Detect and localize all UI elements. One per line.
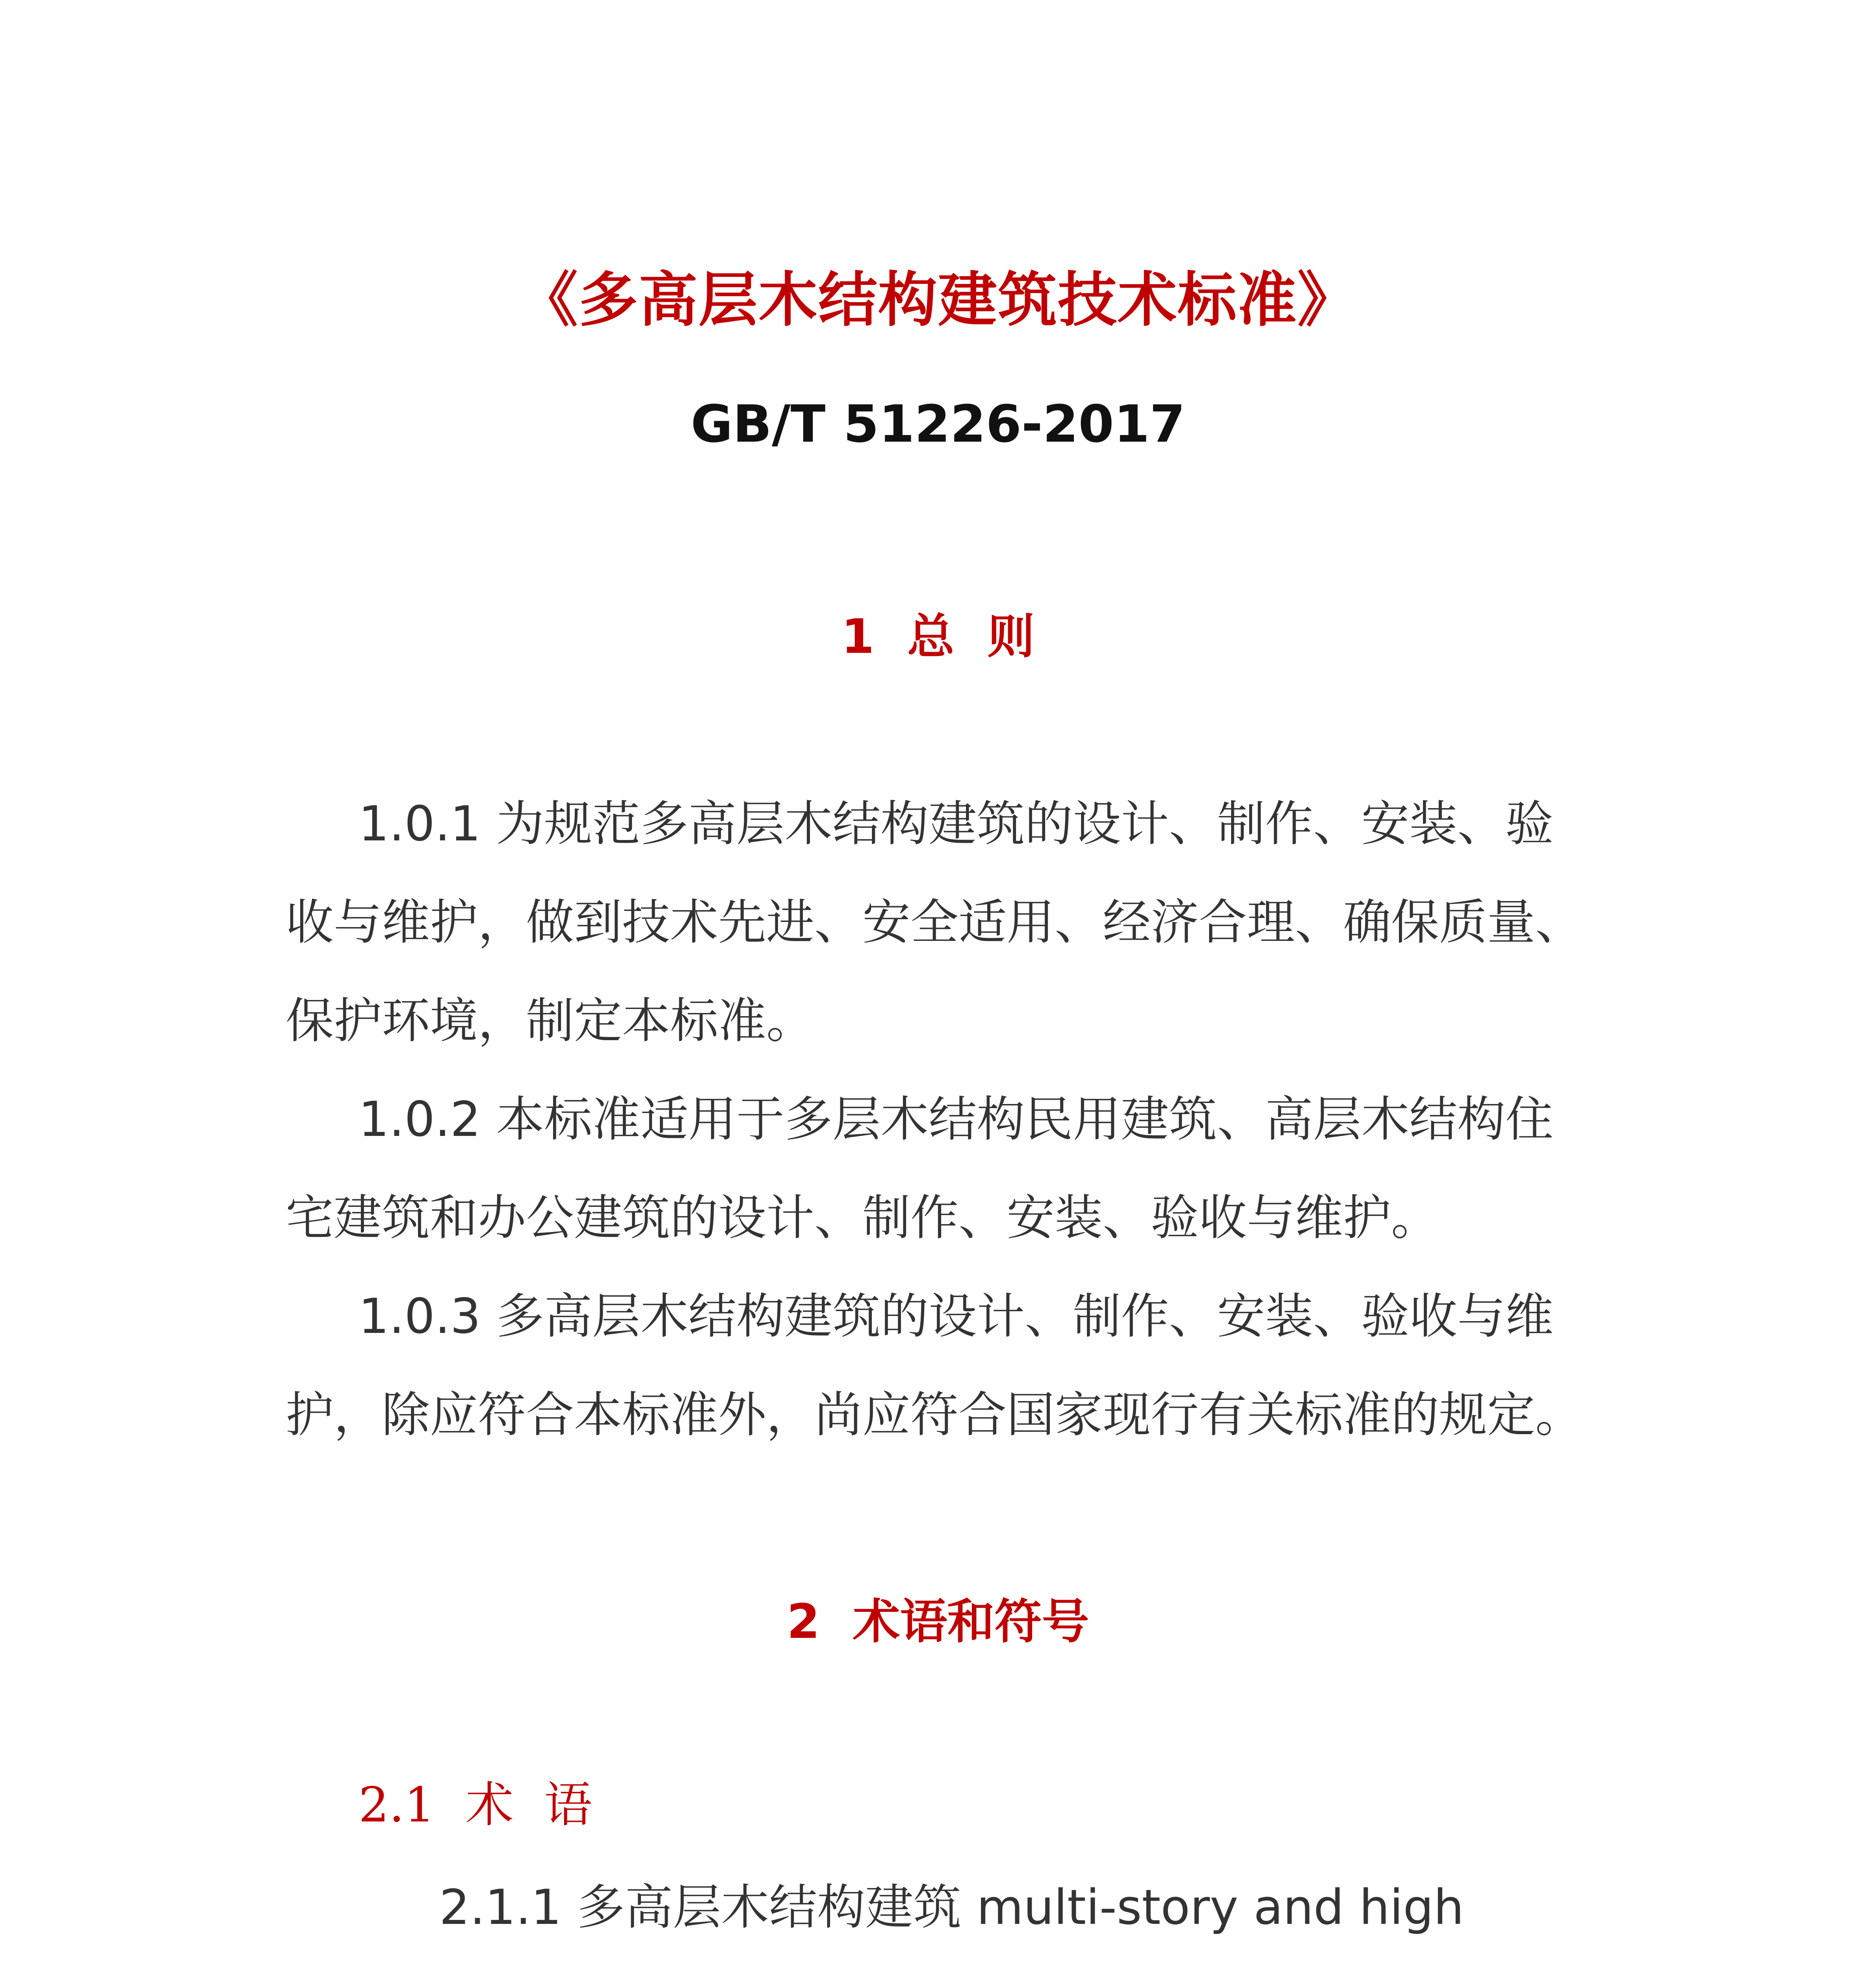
chapter-1-heading: 1 总 则 [841,610,1035,664]
clause-1-0-3-line-2: 护，除应符合本标准外，尚应符合国家现行有关标准的规定。 [286,1387,1583,1443]
section-2-1-heading: 2.1 术 语 [358,1777,593,1833]
chapter-2-heading: 2 术语和符号 [787,1595,1089,1649]
clause-1-0-1-line-3: 保护环境，制定本标准。 [286,993,814,1049]
clause-1-0-3-line-1: 1.0.3 多高层木结构建筑的设计、制作、安装、验收与维 [358,1288,1554,1344]
standard-code: GB/T 51226-2017 [691,394,1185,454]
clause-1-0-2-line-1: 1.0.2 本标准适用于多层木结构民用建筑、高层木结构住 [358,1091,1554,1147]
document-title: 《多高层木结构建筑技术标准》 [518,266,1357,335]
term-2-1-1-line-1: 2.1.1 多高层木结构建筑 multi-story and high [439,1879,1464,1935]
clause-1-0-2-line-2: 宅建筑和办公建筑的设计、制作、安装、验收与维护。 [286,1190,1439,1246]
clause-1-0-1-line-1: 1.0.1 为规范多高层木结构建筑的设计、制作、安装、验 [358,796,1554,852]
clause-1-0-1-line-2: 收与维护，做到技术先进、安全适用、经济合理、确保质量、 [286,894,1583,950]
